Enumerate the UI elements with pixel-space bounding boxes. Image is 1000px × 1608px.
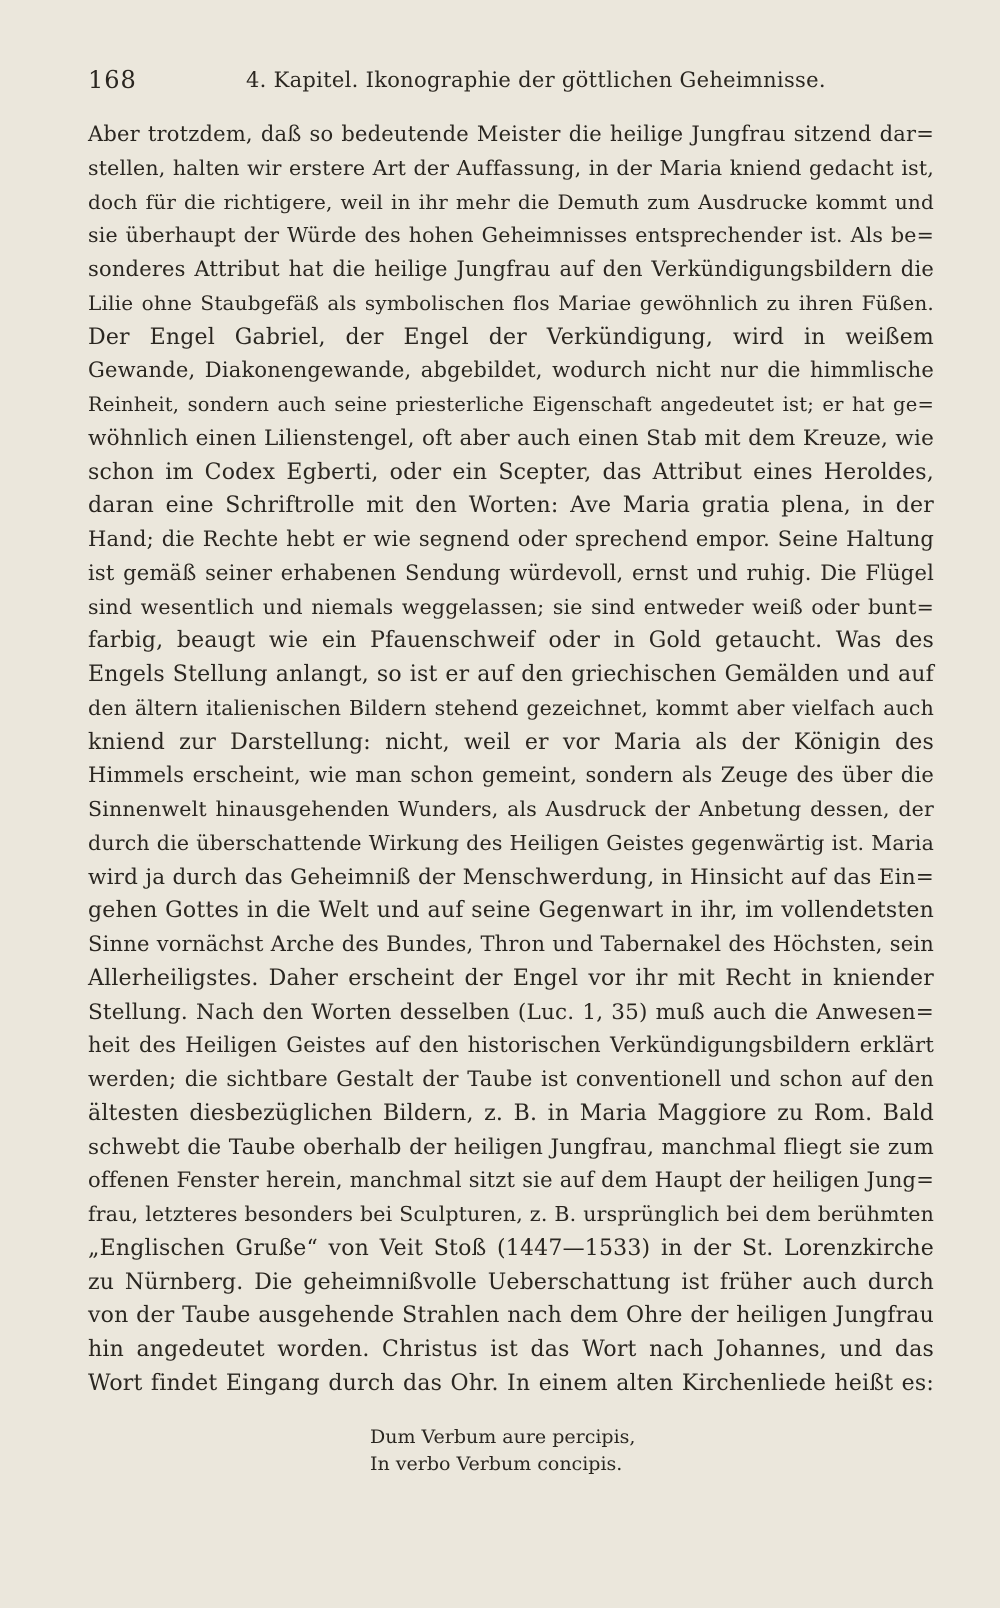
text-line: ist gemäß seiner erhabenen Sendung würdevoll, ernst und ruhig. Die Flügel (88, 560, 934, 585)
text-line: Sinnenwelt hinausgehenden Wunders, als Ausdruck der Anbetung dessen, der (88, 797, 934, 821)
text-line: frau, letzteres besonders bei Sculpturen, z. B. ursprünglich bei dem berühmten (88, 1202, 934, 1226)
text-line: hin angedeutet worden. Christus ist das Wort nach Johannes, und das (88, 1337, 934, 1362)
text-line: sonderes Attribut hat die heilige Jungfrau auf den Verkündigungsbildern die (88, 257, 934, 281)
text-line: Allerheiligstes. Daher erscheint der Engel vor ihr mit Recht in kniender (88, 965, 934, 991)
text-line: Himmels erscheint, wie man schon gemeint, sondern als Zeuge des über die (88, 763, 934, 788)
text-line: werden; die sichtbare Gestalt der Taube ist conventionell und schon auf den (88, 1067, 934, 1091)
text-line: den ältern italienischen Bildern stehend gezeichnet, kommt aber vielfach auch (88, 695, 934, 720)
text-line: durch die überschattende Wirkung des Heiligen Geistes gegenwärtig ist. Maria (88, 830, 934, 855)
body-text (88, 118, 934, 1401)
text-line: doch für die richtigere, weil in ihr mehr die Demuth zum Ausdrucke kommt und (88, 189, 934, 214)
text-line: Stellung. Nach den Worten desselben (Luc. 1, 35) muß auch die Anwesen= (88, 999, 934, 1025)
text-line: kniend zur Darstellung: nicht, weil er vor Maria als der Königin des (88, 729, 934, 755)
text-line: farbig, beaugt wie ein Pfauenschweif oder in Gold getaucht. Was des (88, 628, 934, 654)
text-line: schon im Codex Egberti, oder ein Scepter, das Attribut eines Heroldes, (88, 459, 934, 485)
verse-line: Dum Verbum aure percipis, (370, 1426, 636, 1448)
text-line: schwebt die Taube oberhalb der heiligen Jungfrau, manchmal fliegt sie zum (88, 1134, 934, 1160)
text-line: wöhnlich einen Lilienstengel, oft aber auch einen Stab mit dem Kreuze, wie (88, 425, 934, 451)
text-line: Hand; die Rechte hebt er wie segnend oder sprechend empor. Seine Haltung (88, 527, 934, 551)
text-line: gehen Gottes in die Welt und auf seine Gegenwart in ihr, im vollendetsten (88, 898, 934, 924)
text-line: von der Taube ausgehende Strahlen nach dem Ohre der heiligen Jungfrau (88, 1303, 934, 1329)
text-line: Lilie ohne Staubgefäß als symbolischen flos Mariae gewöhnlich zu ihren Füßen. (88, 290, 934, 315)
text-line: ältesten diesbezüglichen Bildern, z. B. in Maria Maggiore zu Rom. Bald (88, 1100, 934, 1126)
text-line: sie überhaupt der Würde des hohen Geheimnisses entsprechender ist. Als be= (88, 223, 934, 248)
chapter-heading: 4. Kapitel. Ikonographie der göttlichen Geheimnisse. (246, 68, 826, 92)
text-line: stellen, halten wir erstere Art der Auffassung, in der Maria kniend gedacht ist, (88, 155, 934, 180)
text-line: sind wesentlich und niemals weggelassen; sie sind entweder weiß oder bunt= (88, 594, 934, 619)
text-line: Reinheit, sondern auch seine priesterliche Eigenschaft angedeutet ist; er hat ge= (88, 393, 934, 416)
text-line: heit des Heiligen Geistes auf den historischen Verkündigungsbildern erklärt (88, 1033, 934, 1058)
verse-quotation (0, 1424, 1000, 1478)
text-line: Sinne vornächst Arche des Bundes, Thron und Tabernakel des Höchsten, sein (88, 932, 934, 956)
text-line: wird ja durch das Geheimniß der Menschwerdung, in Hinsicht auf das Ein= (88, 864, 934, 890)
running-head (88, 66, 934, 102)
page-number: 168 (88, 66, 137, 94)
text-line: zu Nürnberg. Die geheimnißvolle Ueberschattung ist früher auch durch (88, 1269, 934, 1295)
text-line: Wort findet Eingang durch das Ohr. In einem alten Kirchenliede heißt es: (88, 1370, 934, 1396)
text-line: Engels Stellung anlangt, so ist er auf den griechischen Gemälden und auf (88, 662, 934, 687)
text-line: „Englischen Gruße“ von Veit Stoß (1447—1533) in der St. Lorenzkirche (88, 1235, 934, 1261)
text-line: daran eine Schriftrolle mit den Worten: Ave Maria gratia plena, in der (88, 493, 934, 519)
text-line: Der Engel Gabriel, der Engel der Verkündigung, wird in weißem (88, 324, 934, 350)
text-line: Aber trotzdem, daß so bedeutende Meister die heilige Jungfrau sitzend dar= (88, 122, 934, 146)
text-line: offenen Fenster herein, manchmal sitzt sie auf dem Haupt der heiligen Jung= (88, 1168, 934, 1193)
text-line: Gewande, Diakonengewande, abgebildet, wodurch nicht nur die himmlische (88, 358, 934, 383)
verse-line: In verbo Verbum concipis. (370, 1453, 623, 1475)
